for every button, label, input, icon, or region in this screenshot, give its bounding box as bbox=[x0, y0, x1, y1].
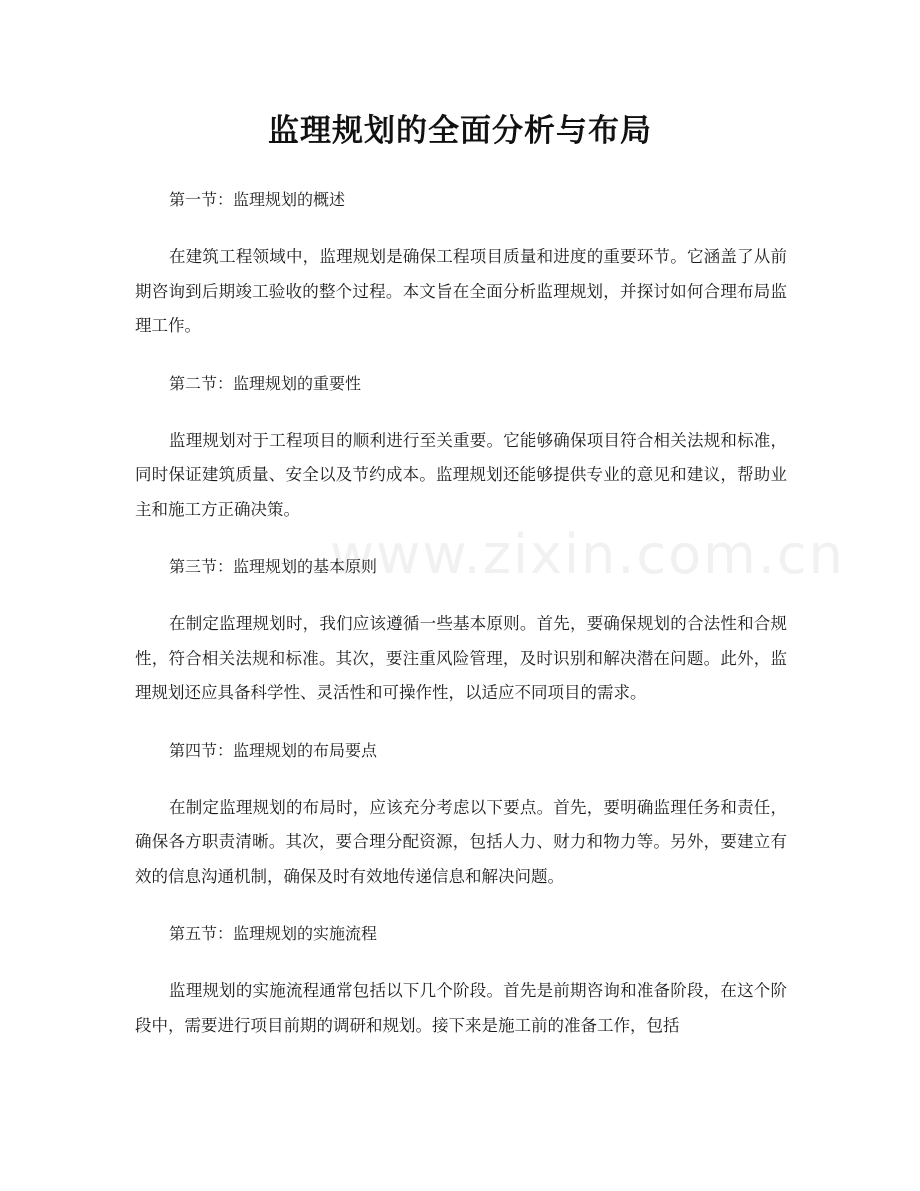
section-body-4: 在制定监理规划的布局时，应该充分考虑以下要点。首先，要明确监理任务和责任，确保各方职责清晰。其次，要合理分配资源，包括人力、财力和物力等。另外，要建立有效的信息沟通机制，确保及时有效地传递信息和解决问题。 bbox=[135, 797, 787, 886]
section-body-3: 在制定监理规划时，我们应该遵循一些基本原则。首先，要确保规划的合法性和合规性，符合相关法规和标准。其次，要注重风险管理，及时识别和解决潜在问题。此外，监理规划还应具备科学性、灵活性和可操作性，以适应不同项目的需求。 bbox=[135, 614, 787, 702]
document-title: 监理规划的全面分析与布局 bbox=[268, 113, 652, 149]
section-body-5: 监理规划的实施流程通常包括以下几个阶段。首先是前期咨询和准备阶段，在这个阶段中，需要进行项目前期的调研和规划。接下来是施工前的准备工作，包括 bbox=[135, 981, 787, 1035]
section-heading-5: 第五节：监理规划的实施流程 bbox=[169, 924, 378, 943]
section-body-2: 监理规划对于工程项目的顺利进行至关重要。它能够确保项目符合相关法规和标准，同时保证建筑质量、安全以及节约成本。监理规划还能够提供专业的意见和建议，帮助业主和施工方正确决策。 bbox=[135, 430, 787, 519]
watermark: www.zixin.com.cn bbox=[330, 523, 845, 586]
section-heading-4: 第四节：监理规划的布局要点 bbox=[169, 740, 378, 760]
section-heading-2: 第二节：监理规划的重要性 bbox=[169, 373, 362, 393]
section-heading-1: 第一节：监理规划的概述 bbox=[169, 190, 346, 209]
document-body bbox=[135, 183, 787, 1066]
section-heading-3: 第三节：监理规划的基本原则 bbox=[169, 557, 378, 576]
section-body-1: 在建筑工程领域中，监理规划是确保工程项目质量和进度的重要环节。它涵盖了从前期咨询到后期竣工验收的整个过程。本文旨在全面分析监理规划，并探讨如何合理布局监理工作。 bbox=[135, 247, 787, 335]
